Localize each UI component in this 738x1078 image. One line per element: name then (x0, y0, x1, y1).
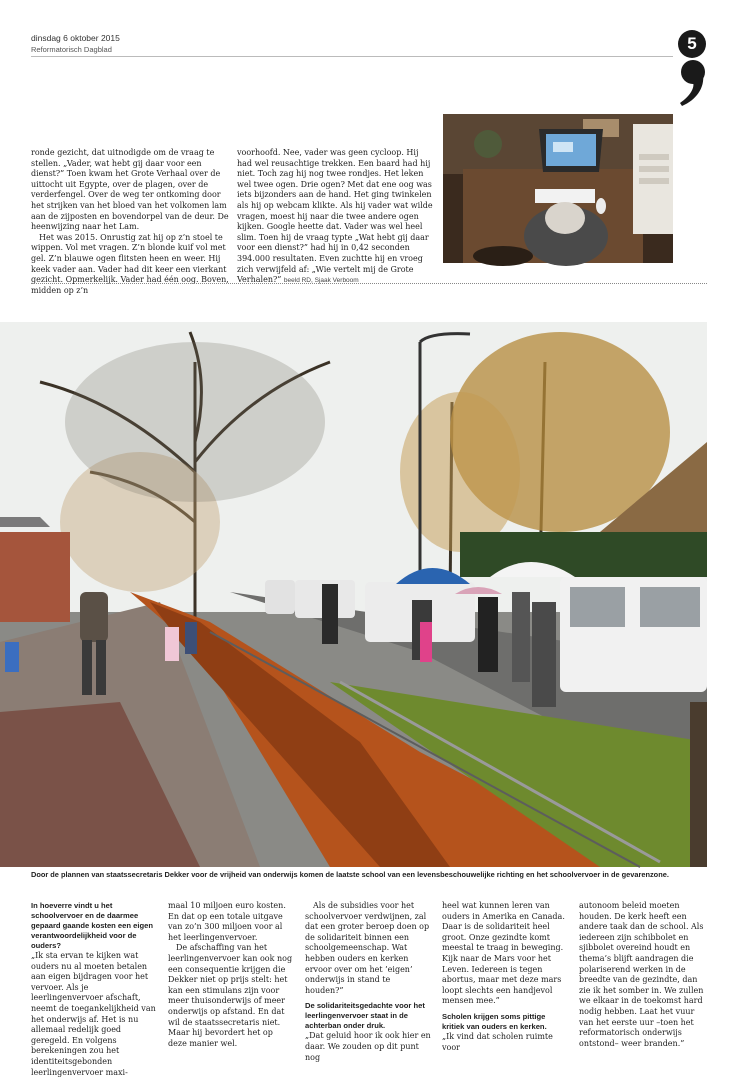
interview-answer: „Ik sta ervan te kijken wat ouders nu al moeten betalen aan eigen bijdragen voor het vervoer. Als je leerlingenvervoer afschaft, neemt de toegankelijkheid van het onderwijs af. Het is nu allemaal redelijk goed geregeld. En volgens berekeningen zou het identiteitsgebonden leerlingenvervoer maxi- (31, 951, 156, 1077)
header-divider (31, 56, 673, 57)
page-number-badge: 5 (678, 30, 706, 58)
interview-question: Scholen krijgen soms pittige kritiek van ouders en kerken. (442, 1011, 547, 1031)
publication-name: Reformatorisch Dagblad (31, 45, 112, 54)
interview-paragraph: Als de subsidies voor het schoolvervoer verdwijnen, zal dat een groter beroep doen op de solidariteit binnen een schoolgemeenschap. Wat hebben ouders en kerken ervoor over om het ’eigen’ onderwijs in stand te houden?” (305, 901, 430, 995)
article-paragraph: Het was 2015. Onrustig zat hij op z’n stoel te wippen. Vol met vragen. Z’n blonde kuif vol met gel. Z’n blauwe ogen flitsten heen en weer. Hij keek vader aan. Vader had dit keer een vierkant gezicht. Opmerkelijk. Vader had één oog. Boven, midden op z’n (31, 232, 229, 295)
article-paragraph (237, 148, 435, 287)
interview-col-3 (305, 901, 431, 1063)
top-article-col-1 (31, 148, 229, 296)
interview-paragraph: heel wat kunnen leren van ouders in Amerika en Canada. Daar is de solidariteit heel groot. Onze gezindte komt meestal te traag in beweging. Kijk naar de Mars voor het Leven. Iedereen is tegen abortus, maar met deze mars loopt slechts een handjevol mensen mee.” (442, 901, 565, 1006)
main-photo-caption: Door de plannen van staatssecretaris Dekker voor de vrijheid van onderwijs komen de laatste school van een levensbeschouwelijke richting en het schoolvervoer in de gevarenzone. (31, 870, 669, 879)
photo-credit: beeld RD, Sjaak Verboom (283, 277, 359, 285)
interview-col-4 (442, 901, 568, 1053)
article-text: voorhoofd. Nee, vader was geen cycloop. Hij had wel reusachtige trekken. Een baard had hij niet. Toch zag hij nog twee rondjes. Het leken wel twee ogen. Drie ogen? Met dat ene oog was iets bijzonders aan de hand. Het ging twinkelen als hij op webcam klikte. Als hij vader wat wilde vragen, moest hij naar die twee andere ogen kijken. Google heette dat. Vader was wel heel slim. Toen hij de vraag typte „Wat hebt gij daar voor een dienst?” had hij in 0,42 seconden 394.000 resultaten. Even zuchtte hij en vroeg zich verwijfeld af: „Wie vertelt mij de Grote Verhalen?” (237, 148, 433, 285)
interview-paragraph: maal 10 miljoen euro kosten. En dat op een totale uitgave van zo’n 300 miljoen voor al het leerlingenvervoer. (168, 901, 286, 942)
interview-question: In hoeverre vindt u het schoolvervoer en de daarmee gepaard gaande kosten een eigen verantwoordelijkheid voor de ouders? (31, 901, 153, 950)
main-photo-school-street-scene (0, 322, 707, 867)
interview-answer: „Dat geluid hoor ik ook hier en daar. We zouden op dit punt nog (305, 1031, 431, 1062)
interview-col-1 (31, 901, 157, 1078)
top-article-col-2 (237, 148, 435, 287)
section-divider (31, 283, 707, 284)
interview-col-5 (579, 901, 707, 1049)
interview-paragraph: autonoom beleid moeten houden. De kerk heeft een andere taak dan de school. Als iedereen zijn schibbolet en sjibbolet overeind houdt en thema’s blijft aandragen die polariserend werken in de breedte van de gezindte, dan zie ik het somber in. We zullen we elkaar in de toekomst hard nodig hebben. Laat het vuur van het eerste uur –toen het reformatorisch onderwijs ontstond– weer branden.” (579, 901, 704, 1048)
article-paragraph: ronde gezicht, dat uitnodigde om de vraag te stellen. „Vader, wat hebt gij daar voor een dienst?” Toen kwam het Grote Verhaal over de uittocht uit Egypte, over de plagen, over de verderfengel. Over de weg ter ontkoming door het strijken van het bloed van het volkomen lam aan de zijposten en bovendorpel van de deur. De heenwijzing naar het Lam. (31, 148, 229, 232)
top-photo-man-at-computer (443, 114, 673, 263)
interview-paragraph: De afschaffing van het leerlingenvervoer kan ook nog een consequentie krijgen die Dekker niet op prijs stelt: het kan een stimulans zijn voor meer thuisonderwijs of meer onderwijs op afstand. En dat wil de staatssecretaris niet. Maar hij bevordert het op deze manier wel. (168, 943, 293, 1048)
interview-answer: „Ik vind dat scholen ruimte voor (442, 1031, 553, 1052)
interview-question: De solidariteitsgedachte voor het leerlingenvervoer staat in de achterban onder druk. (305, 1001, 425, 1031)
publication-date: dinsdag 6 oktober 2015 (31, 33, 120, 43)
comma-logo-icon (676, 58, 710, 108)
interview-col-2 (168, 901, 294, 1049)
